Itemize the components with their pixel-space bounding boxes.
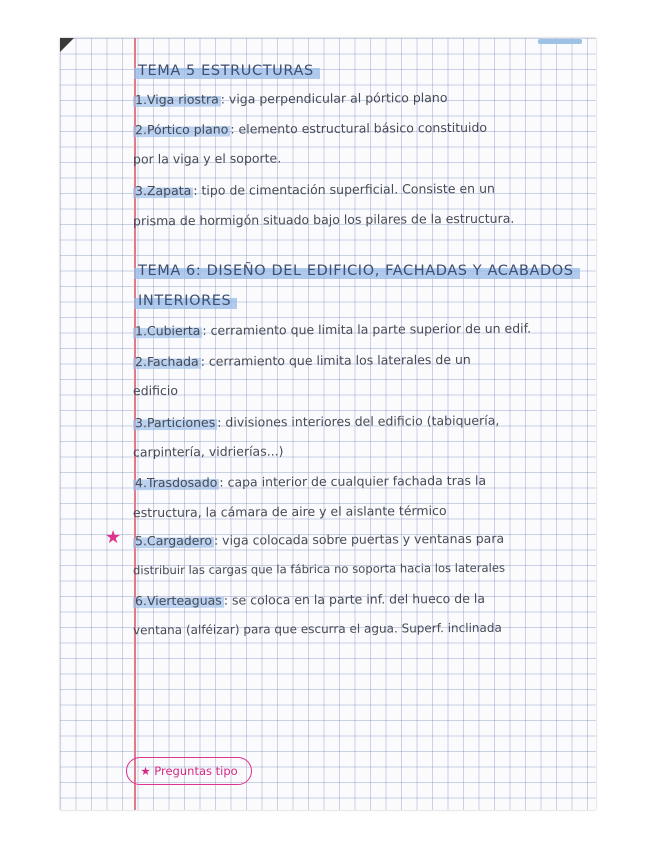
item-text: estructura, la cámara de aire y el aislante térmico <box>132 502 447 521</box>
item-term: 3.Particiones <box>134 414 216 431</box>
item-term: 5.Cargadero <box>134 532 213 549</box>
tema6-title: TEMA 6: DISEÑO DEL EDIFICIO, FACHADAS Y ACABADOS <box>134 262 580 279</box>
item-text: distribuir las cargas que la fábrica no soporta hacia los laterales <box>132 560 506 578</box>
item-text: : elemento estructural básico constituido <box>230 119 488 137</box>
tema5-title: TEMA 5 ESTRUCTURAS <box>134 62 320 79</box>
list-item <box>133 503 447 520</box>
list-item <box>133 352 471 369</box>
item-term: 3.Zapata <box>134 182 192 199</box>
list-item <box>133 383 178 398</box>
list-item <box>133 531 504 549</box>
item-term: 2.Fachada <box>134 353 199 370</box>
list-item <box>133 150 281 166</box>
star-icon: ★ <box>105 527 122 548</box>
page-corner <box>60 38 74 52</box>
item-term: 1.Viga riostra <box>134 91 219 108</box>
list-item <box>133 90 448 107</box>
list-item <box>133 413 499 431</box>
list-item <box>133 591 485 608</box>
list-item <box>133 211 514 229</box>
list-item <box>133 181 495 199</box>
list-item <box>133 621 502 638</box>
list-item <box>133 321 531 339</box>
item-text: : viga perpendicular al pórtico plano <box>220 89 448 107</box>
item-text: : cerramiento que limita la parte superior de un edif. <box>202 320 532 338</box>
item-text: : divisiones interiores del edificio (tabiquería, <box>217 412 500 430</box>
tema6-title-line2: INTERIORES <box>134 292 237 309</box>
item-text: : cerramiento que limita los laterales de un <box>200 351 471 369</box>
item-term: 4.Trasdosado <box>134 474 218 491</box>
item-text: : capa interior de cualquier fachada tras la <box>219 472 487 490</box>
item-text: carpintería, vidrierías...) <box>132 443 284 460</box>
item-text: : se coloca en la parte inf. del hueco de la <box>223 590 486 608</box>
list-item <box>133 561 505 578</box>
list-item <box>133 473 486 490</box>
item-text: : viga colocada sobre puertas y ventanas para <box>213 530 505 548</box>
preguntas-tipo-badge: ★ Preguntas tipo <box>126 757 252 785</box>
item-term: 6.Vierteaguas <box>134 592 222 609</box>
item-text: edificio <box>132 382 179 399</box>
item-term: 2.Pórtico plano <box>134 121 229 138</box>
item-text: ventana (alféizar) para que escurra el agua. Superf. inclinada <box>132 620 502 638</box>
item-term: 1.Cubierta <box>134 322 201 339</box>
item-text: prisma de hormigón situado bajo los pilares de la estructura. <box>132 210 515 229</box>
list-item <box>133 443 284 459</box>
item-text: por la viga y el soporte. <box>132 150 282 167</box>
item-text: : tipo de cimentación superficial. Consiste en un <box>193 180 495 198</box>
list-item <box>133 120 487 137</box>
highlight-mark <box>538 39 582 44</box>
